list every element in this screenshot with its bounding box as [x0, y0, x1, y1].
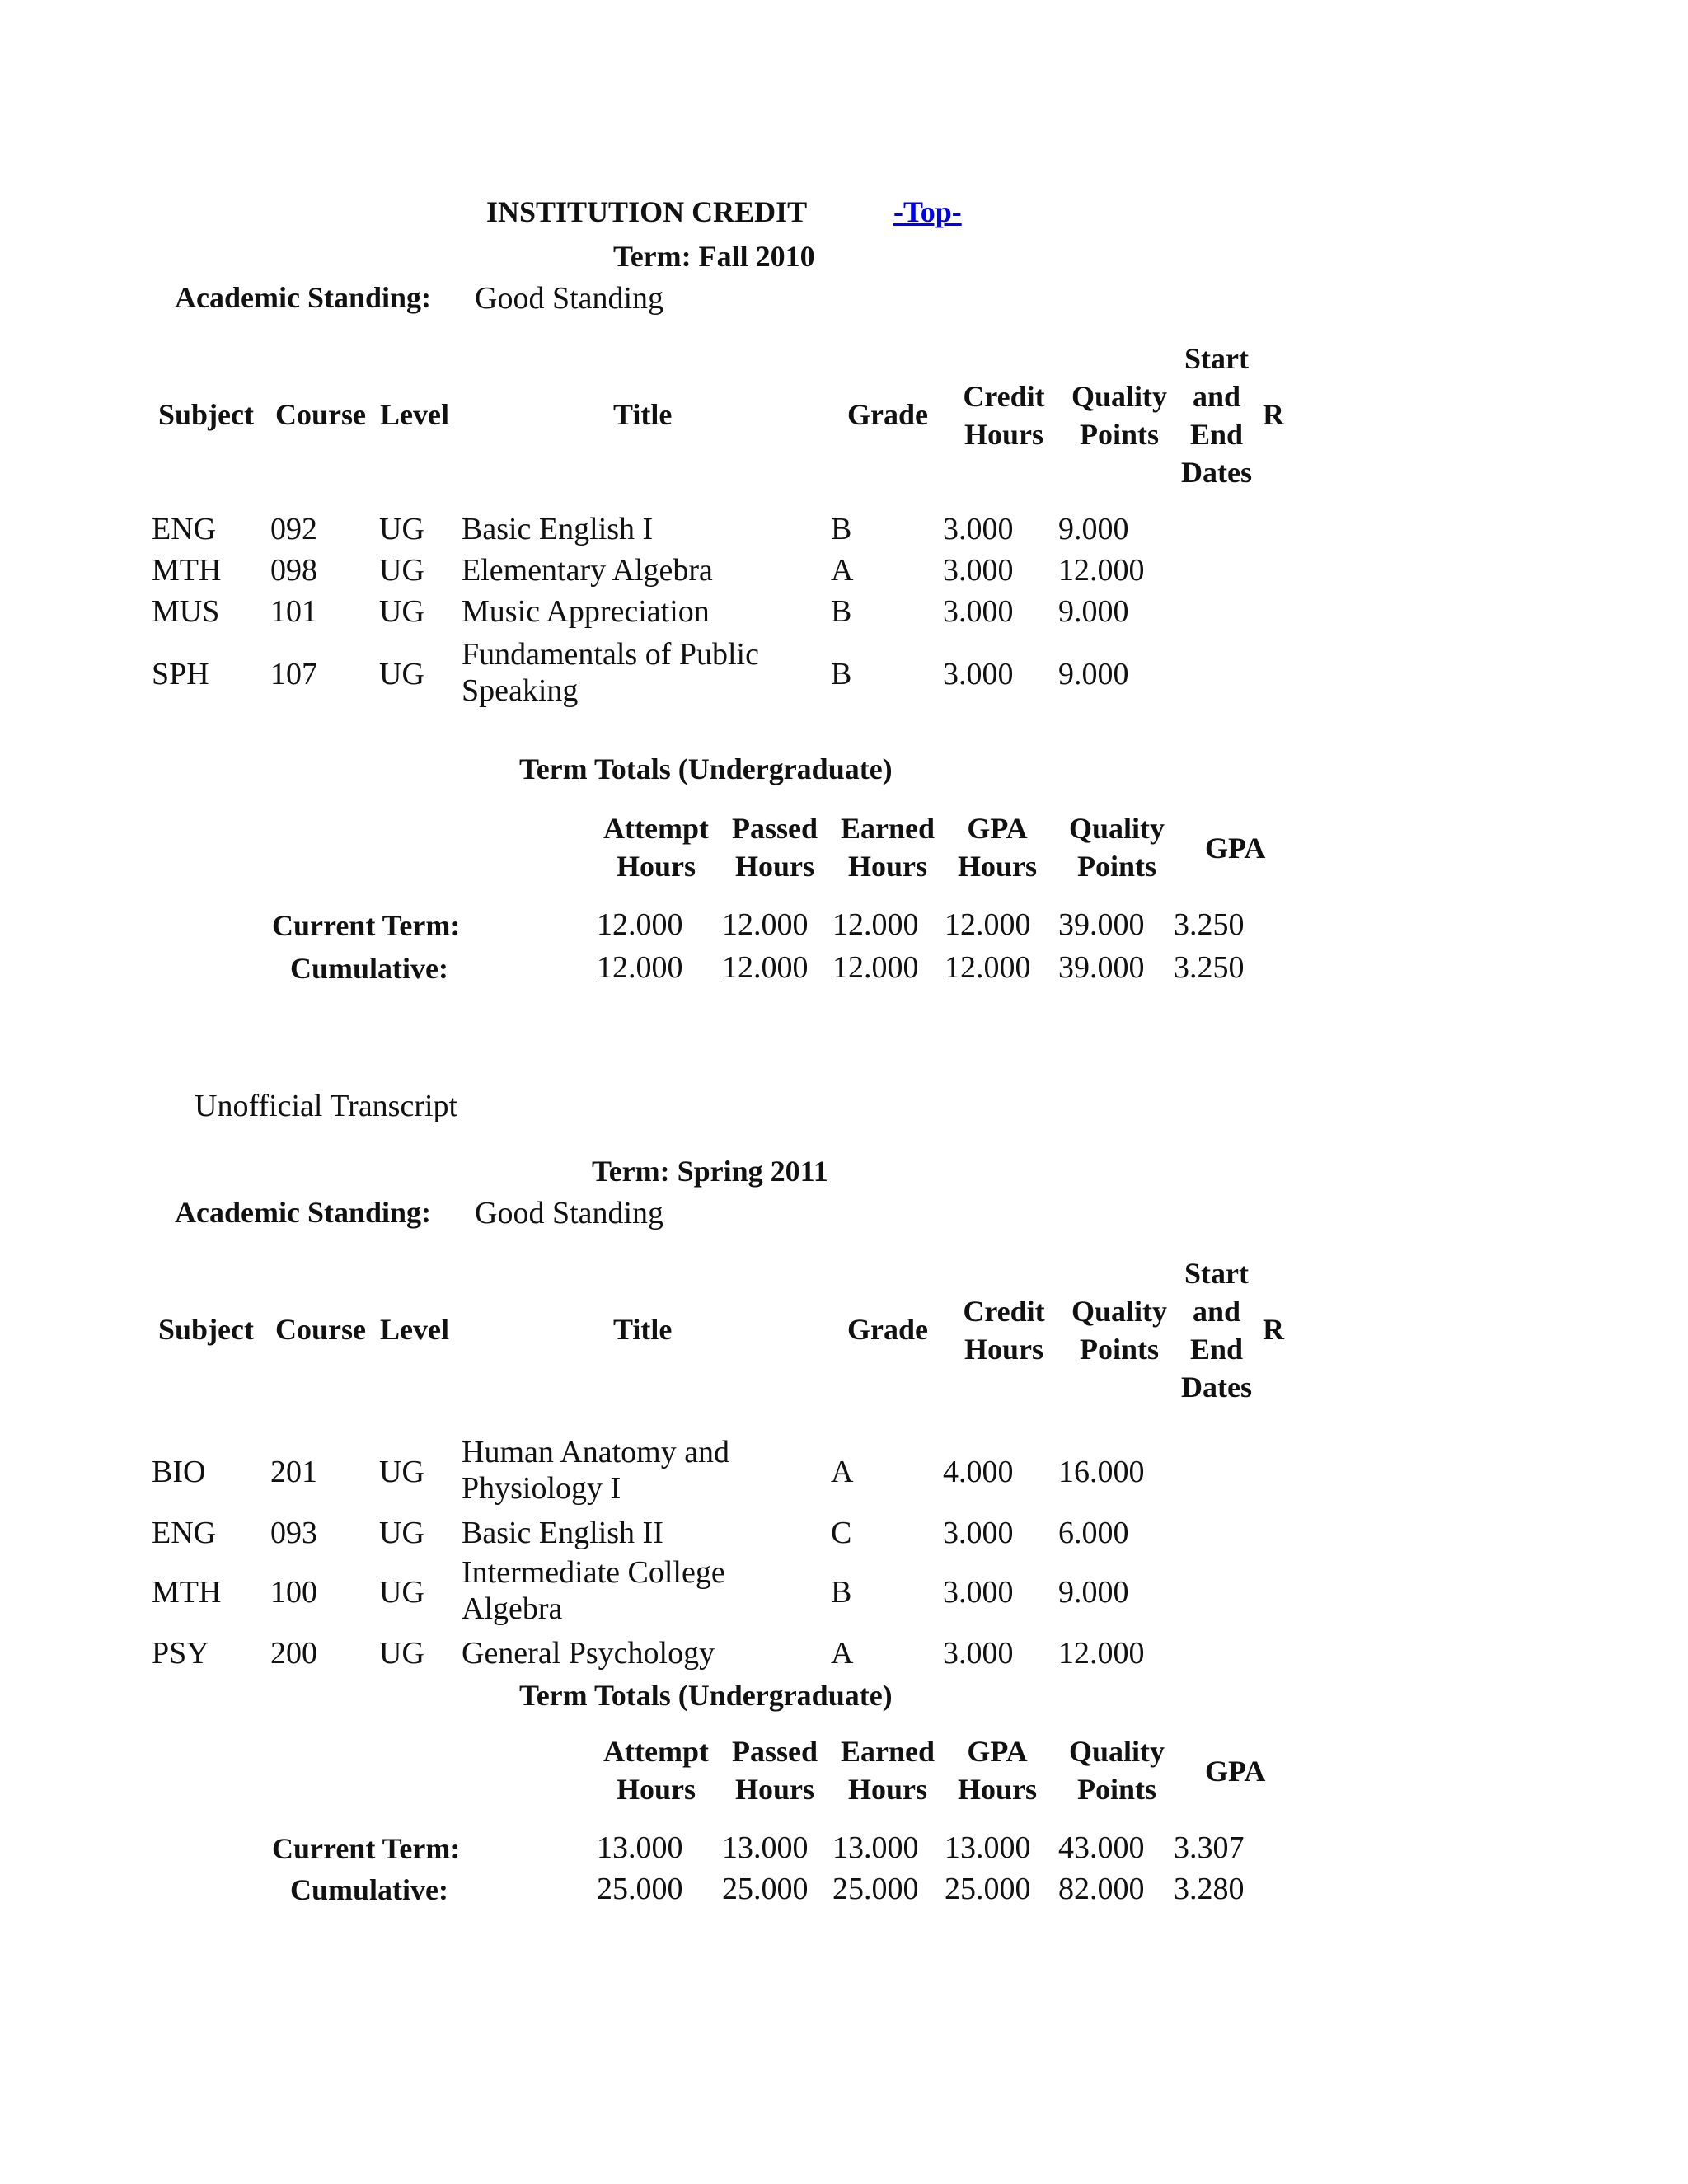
col-level: Level	[380, 1313, 449, 1346]
transcript-page: INSTITUTION CREDIT -Top- Term: Fall 2010 Academic Standing: Good Standing Subject Course Level Title Grade Credit Hours Quality Points Start and End Dates R ENG 092 UG Basic English I B 3.000 9.000 MTH 098 UG Elementary Algebra A 3.000 12.000 MUS 101 UG Music Appreciation B 3.000 9.000 SPH 107 UG Fundamentals of Public Speaking B 3.000 9.000 Term Totals (Undergraduate) Attempt Hours Passed Hours Earned Hours GPA Hours Quality Points GPA Current Term: 12.000 12.000 12.000 12.000 39.000 3.250 Cumulative: 12.000 12.000 12.000 12.000 39.000 3.250 Unofficial Transcript Term: Spring 2011 Academic Standing: Good Standing Subject Course Level Title Grade Credit Hours Quality Points Start and End Dates R BIO 201 UG Human Anatomy and Physiology I A 4.000 16.000 ENG 093 UG Basic English II C 3.000 6.000 MTH 100 UG Intermediate College Algebra B 3.000 9.000 PSY 200 UG General Psychology A 3.000 12.000 Term Totals (Undergraduate) Attempt Hours Passed Hours Earned Hours GPA Hours Quality Points GPA Current Term: 13.000 13.000 13.000 13.000 43.000 3.307 Cumulative: 25.000 25.000 25.000 25.000 82.000 3.280	[152, 195, 1284, 1906]
term-title: Term: Spring 2011	[592, 1155, 828, 1188]
term-totals-caption: Term Totals (Undergraduate)	[519, 1679, 893, 1712]
academic-standing-label: Academic Standing:	[175, 1196, 432, 1229]
col-subject: Subject	[158, 398, 254, 431]
col-quality-points: Quality Points	[1071, 380, 1167, 451]
col-r: R	[1263, 398, 1284, 431]
academic-standing-label: Academic Standing:	[175, 281, 432, 314]
unofficial-transcript-label: Unofficial Transcript	[195, 1089, 458, 1123]
col-title: Title	[613, 398, 673, 431]
col-start-end-dates: Start and End Dates	[1181, 1257, 1252, 1404]
col-course: Course	[275, 398, 366, 431]
col-level: Level	[380, 398, 449, 431]
col-title: Title	[613, 1313, 673, 1346]
col-grade: Grade	[847, 398, 928, 431]
col-course: Course	[275, 1313, 366, 1346]
term-title: Term: Fall 2010	[613, 240, 815, 273]
col-credit-hours: Credit Hours	[963, 380, 1045, 451]
col-r: R	[1263, 1313, 1284, 1346]
col-start-end-dates: Start and End Dates	[1181, 342, 1252, 489]
col-quality-points: Quality Points	[1071, 1295, 1167, 1366]
section-title: INSTITUTION CREDIT	[486, 195, 808, 228]
col-credit-hours: Credit Hours	[963, 1295, 1045, 1366]
top-link[interactable]: -Top-	[893, 195, 962, 228]
academic-standing-value: Good Standing	[475, 1196, 664, 1230]
col-grade: Grade	[847, 1313, 928, 1346]
col-subject: Subject	[158, 1313, 254, 1346]
academic-standing-value: Good Standing	[475, 281, 664, 316]
term-totals-caption: Term Totals (Undergraduate)	[519, 752, 893, 785]
